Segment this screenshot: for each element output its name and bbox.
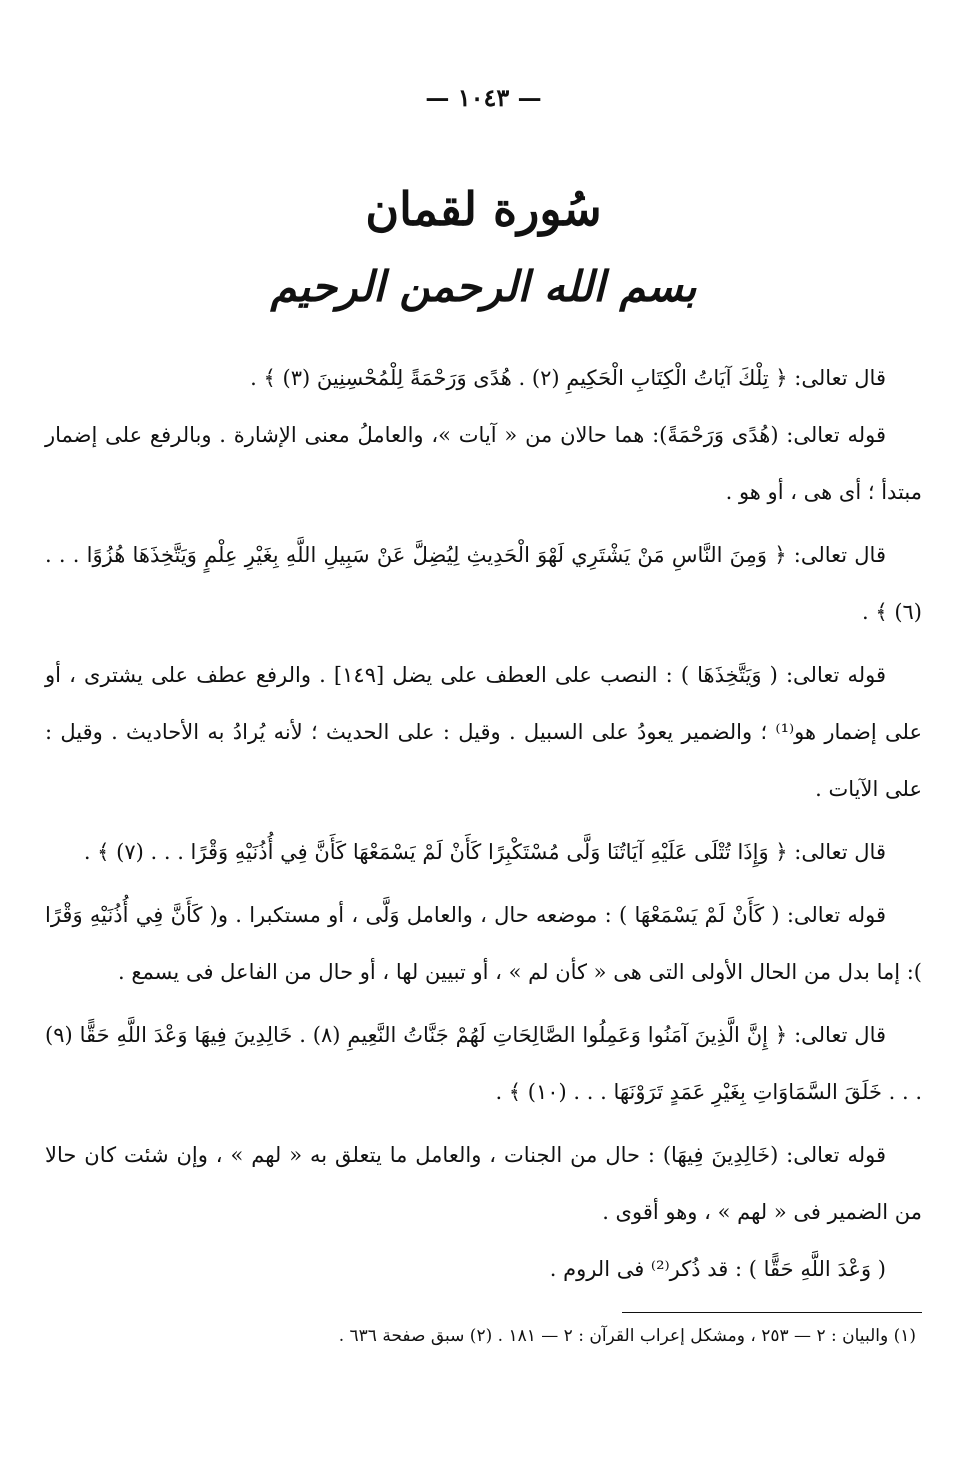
footnotes: (١) والبيان : ٢ — ٢٥٣ ، ومشكل إعراب القرآن : ٢ — ١٨١ . (٢) سبق صفحة ٦٣٦ . [338,1326,916,1346]
verse-paragraph: قال تعالى: ﴿ وَمِنَ النَّاسِ مَنْ يَشْتَرِي لَهْوَ الْحَدِيثِ لِيُضِلَّ عَنْ سَبِيلِ اللَّهِ بِغَيْرِ عِلْمٍ وَيَتَّخِذَهَا هُزُوًا . . . (٦) ﴾ . [45,543,922,624]
page-number: — ١٠٤٣ — [425,83,542,112]
commentary-paragraph: قوله تعالى: (خَالِدِينَ فِيهَا) : حال من الجنات ، والعامل ما يتعلق به « لهم » ، وإن شئت كان حالا من الضمير فى « لهم » ، وهو أقوى . [45,1143,922,1224]
commentary-paragraph: قوله تعالى: ( وَيَتَّخِذَهَا ) : النصب على العطف على يضل [١٤٩] . والرفع عطف على يشترى ، أو على إضمار هو⁽¹⁾ ؛ والضمير يعودُ على السبيل . وقيل : على الحديث ؛ لأنه يُرادُ به الأحاديث . وقيل : على الآيات . [45,663,923,801]
verse-paragraph: قال تعالى: ﴿ وَإِذَا تُتْلَى عَلَيْهِ آيَاتُنَا وَلَّى مُسْتَكْبِرًا كَأَنْ لَمْ يَسْمَعْهَا كَأَنَّ فِي أُذُنَيْهِ وَقْرًا . . . (٧) ﴾ . [83,840,886,864]
surah-title: سُورة لقمان [365,182,602,236]
commentary-paragraph: ( وَعْدَ اللَّهِ حَقًّا ) : قد ذُكر⁽²⁾ فى الروم . [549,1257,886,1281]
body-text [45,350,922,1298]
commentary-paragraph: قوله تعالى: (هُدًى وَرَحْمَةً): هما حالان من « آيات »، والعاملُ معنى الإشارة . وبالرفع على إضمار مبتدأ ؛ أى هى ، أو هو . [45,423,922,504]
commentary-paragraph: قوله تعالى: ( كَأَنْ لَمْ يَسْمَعْهَا ) : موضعه حال ، والعامل وَلَّى ، أو مستكبرا . و( كَأَنَّ فِي أُذُنَيْهِ وَقْرًا ): إما بدل من الحال الأولى التى هى « كأن لم » ، أو تبيين لها ، أو حال من الفاعل فى يسمع . [45,903,922,984]
basmala: بسم الله الرحمن الرحيم [270,262,697,311]
verse-paragraph: قال تعالى: ﴿ تِلْكَ آيَاتُ الْكِتَابِ الْحَكِيمِ (٢) . هُدًى وَرَحْمَةً لِلْمُحْسِنِينَ (٣) ﴾ . [250,366,886,390]
verse-paragraph: قال تعالى: ﴿ إِنَّ الَّذِينَ آمَنُوا وَعَمِلُوا الصَّالِحَاتِ لَهُمْ جَنَّاتُ النَّعِيمِ (٨) . خَالِدِينَ فِيهَا وَعْدَ اللَّهِ حَقًّا (٩) . . . خَلَقَ السَّمَاوَاتِ بِغَيْرِ عَمَدٍ تَرَوْنَهَا . . . (١٠) ﴾ . [45,1023,922,1104]
footnote-separator [622,1312,922,1313]
footnote-separator-wrap [45,1298,922,1313]
